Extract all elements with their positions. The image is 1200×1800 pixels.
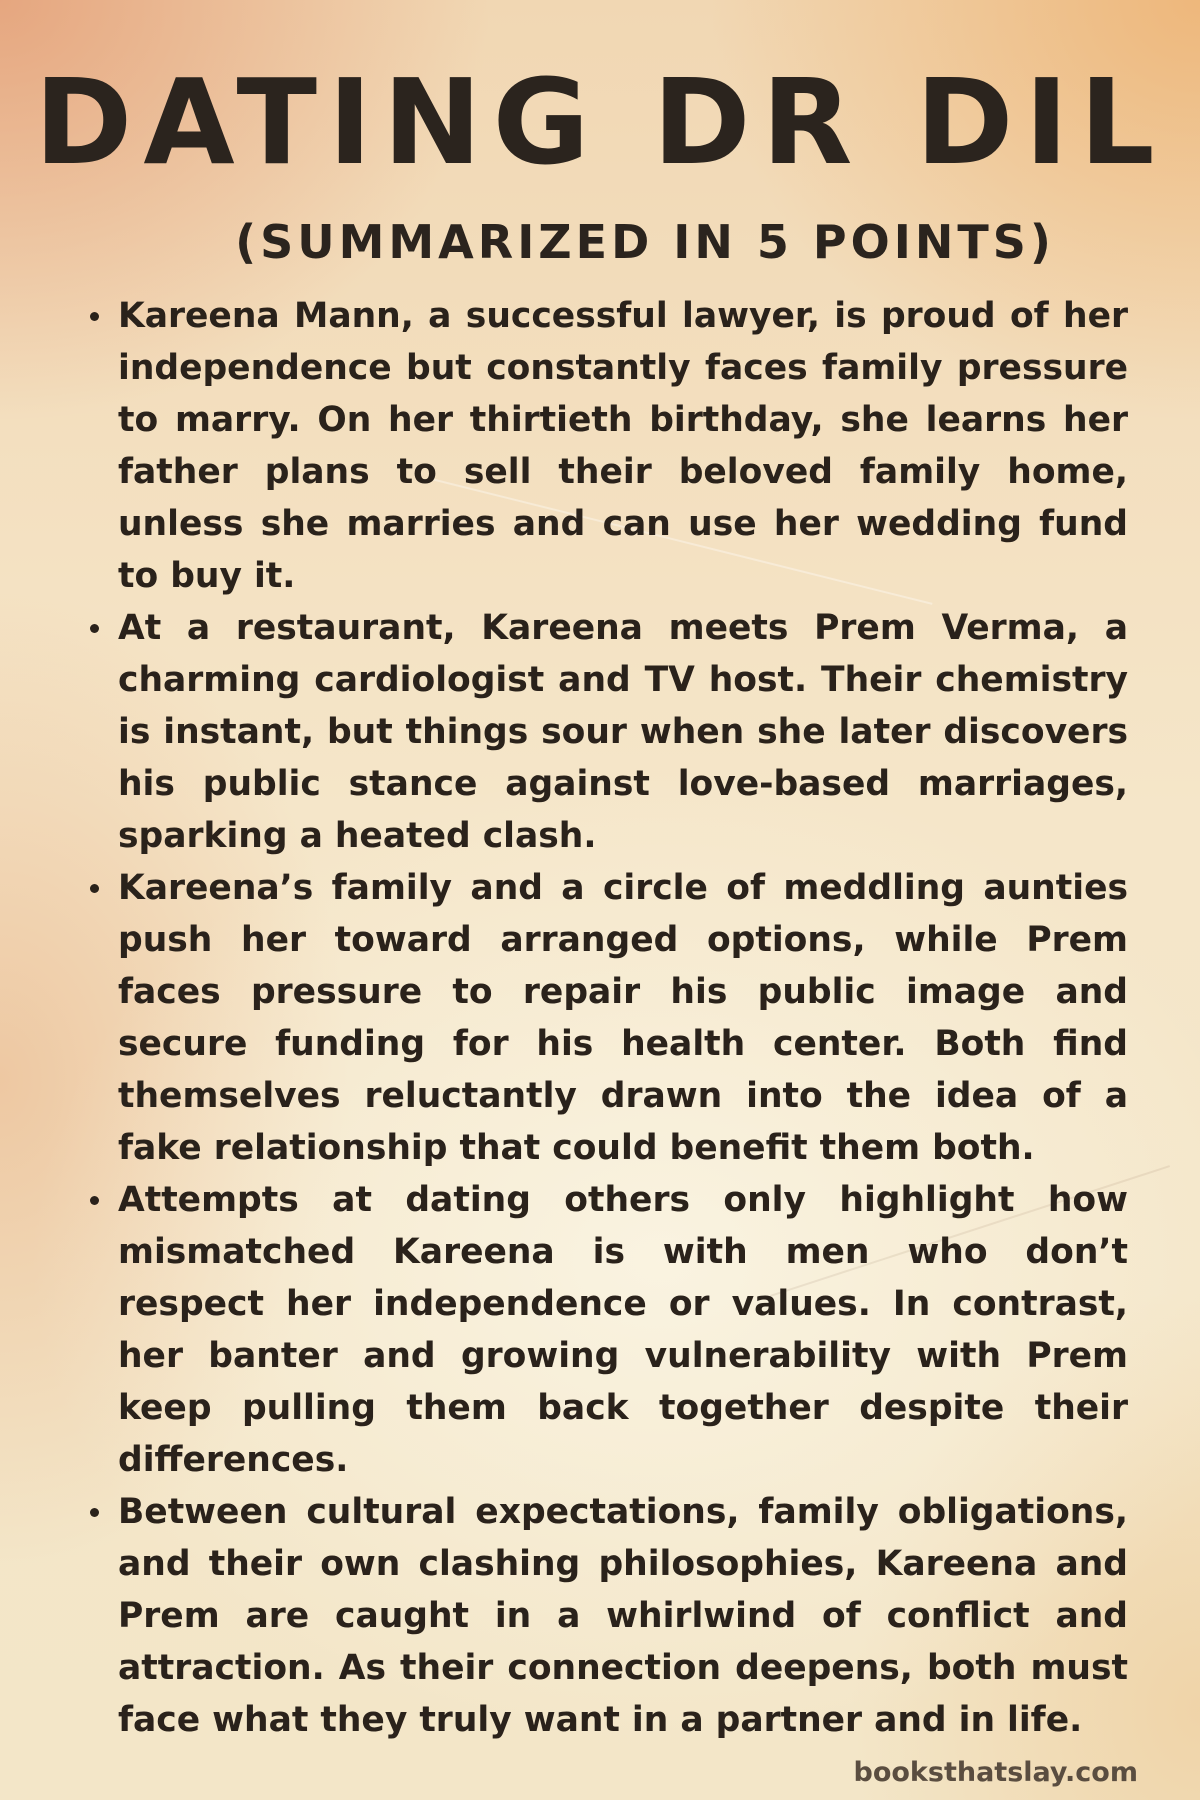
summary-point-2 (82, 602, 1128, 862)
summary-point-text: Kareena’s family and a circle of meddling aunties push her toward arranged options, while Prem faces pressure to repair his public image and secure funding for his health center. Both find themselves reluctantly drawn into the idea of a fake relationship that could benefit them both. (118, 868, 1128, 1168)
bullet-icon (90, 312, 99, 321)
page-subtitle: (SUMMARIZED IN 5 POINTS) (235, 215, 1055, 269)
summary-point-5 (82, 1486, 1128, 1746)
bullet-icon (90, 1508, 99, 1517)
summary-point-text: Kareena Mann, a successful lawyer, is proud of her independence but constantly faces family pressure to marry. On her thirtieth birthday, she learns her father plans to sell their beloved family home, unless she marries and can use her wedding fund to buy it. (118, 296, 1128, 596)
summary-point-text: At a restaurant, Kareena meets Prem Verma, a charming cardiologist and TV host. Their chemistry is instant, but things sour when she later discovers his public stance against love-based marriages, sparking a heated clash. (118, 608, 1128, 856)
summary-point-4 (82, 1174, 1128, 1486)
summary-point-text: Between cultural expectations, family obligations, and their own clashing philosophies, Kareena and Prem are caught in a whirlwind of conflict and attraction. As their connection deepens, both must face what they truly want in a partner and in life. (118, 1492, 1128, 1740)
page-title: DATING DR DIL (34, 53, 1166, 191)
summary-point-3 (82, 862, 1128, 1174)
summary-point-1 (82, 290, 1128, 602)
bullet-icon (90, 884, 99, 893)
bullet-icon (90, 624, 99, 633)
website-watermark: booksthatslay.com (853, 1757, 1138, 1788)
summary-points-list (82, 290, 1128, 1746)
bullet-icon (90, 1196, 99, 1205)
summary-point-text: Attempts at dating others only highlight how mismatched Kareena is with men who don’t respect her independence or values. In contrast, her banter and growing vulnerability with Prem keep pulling them back together despite their differences. (118, 1180, 1128, 1480)
